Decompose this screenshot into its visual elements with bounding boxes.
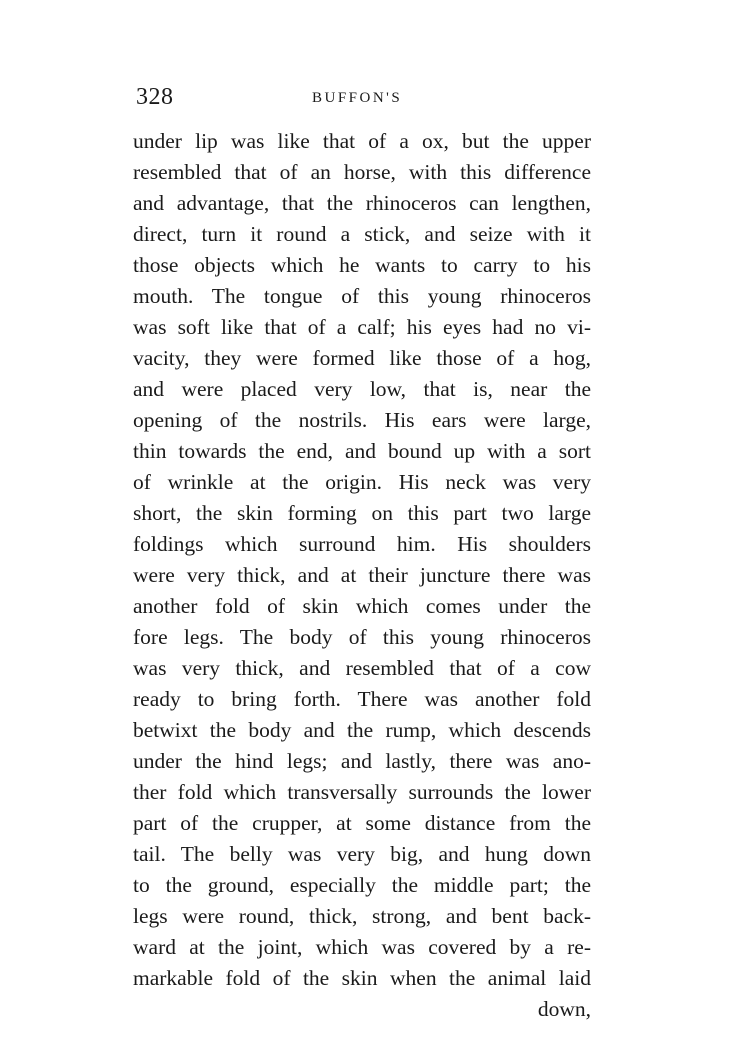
text-line: those objects which he wants to carry to his <box>133 253 591 277</box>
text-line: vacity, they were formed like those of a hog, <box>133 346 591 370</box>
text-line: ward at the joint, which was covered by a re- <box>133 935 591 959</box>
text-line: markable fold of the skin when the animal laid <box>133 966 591 990</box>
text-line: and were placed very low, that is, near the <box>133 377 591 401</box>
page-number: 328 <box>136 84 174 110</box>
text-line: ther fold which transversally surrounds the lower <box>133 780 591 804</box>
text-line: mouth. The tongue of this young rhinoceros <box>133 284 591 308</box>
text-line: resembled that of an horse, with this difference <box>133 160 591 184</box>
text-line: was very thick, and resembled that of a cow <box>133 656 591 680</box>
body-text <box>133 126 591 1025</box>
text-line: under the hind legs; and lastly, there was ano- <box>133 749 591 773</box>
text-line: fore legs. The body of this young rhinoceros <box>133 625 591 649</box>
text-line: betwixt the body and the rump, which descends <box>133 718 591 742</box>
text-line: tail. The belly was very big, and hung down <box>133 842 591 866</box>
text-line: legs were round, thick, strong, and bent back- <box>133 904 591 928</box>
text-line: thin towards the end, and bound up with a sort <box>133 439 591 463</box>
text-line: were very thick, and at their juncture there was <box>133 563 591 587</box>
catchword: down, <box>537 997 591 1021</box>
text-line: under lip was like that of a ox, but the upper <box>133 129 591 153</box>
text-line: opening of the nostrils. His ears were large, <box>133 408 591 432</box>
text-line: and advantage, that the rhinoceros can lengthen, <box>133 191 591 215</box>
text-line: another fold of skin which comes under the <box>133 594 591 618</box>
text-line: part of the crupper, at some distance from the <box>133 811 591 835</box>
running-head: BUFFON'S <box>312 90 403 106</box>
text-line: foldings which surround him. His shoulders <box>133 532 591 556</box>
text-line: ready to bring forth. There was another fold <box>133 687 591 711</box>
text-line: to the ground, especially the middle part; the <box>133 873 591 897</box>
text-line: direct, turn it round a stick, and seize with it <box>133 222 591 246</box>
text-line: of wrinkle at the origin. His neck was very <box>133 470 591 494</box>
text-line: short, the skin forming on this part two large <box>133 501 591 525</box>
text-line: was soft like that of a calf; his eyes had no vi- <box>133 315 591 339</box>
